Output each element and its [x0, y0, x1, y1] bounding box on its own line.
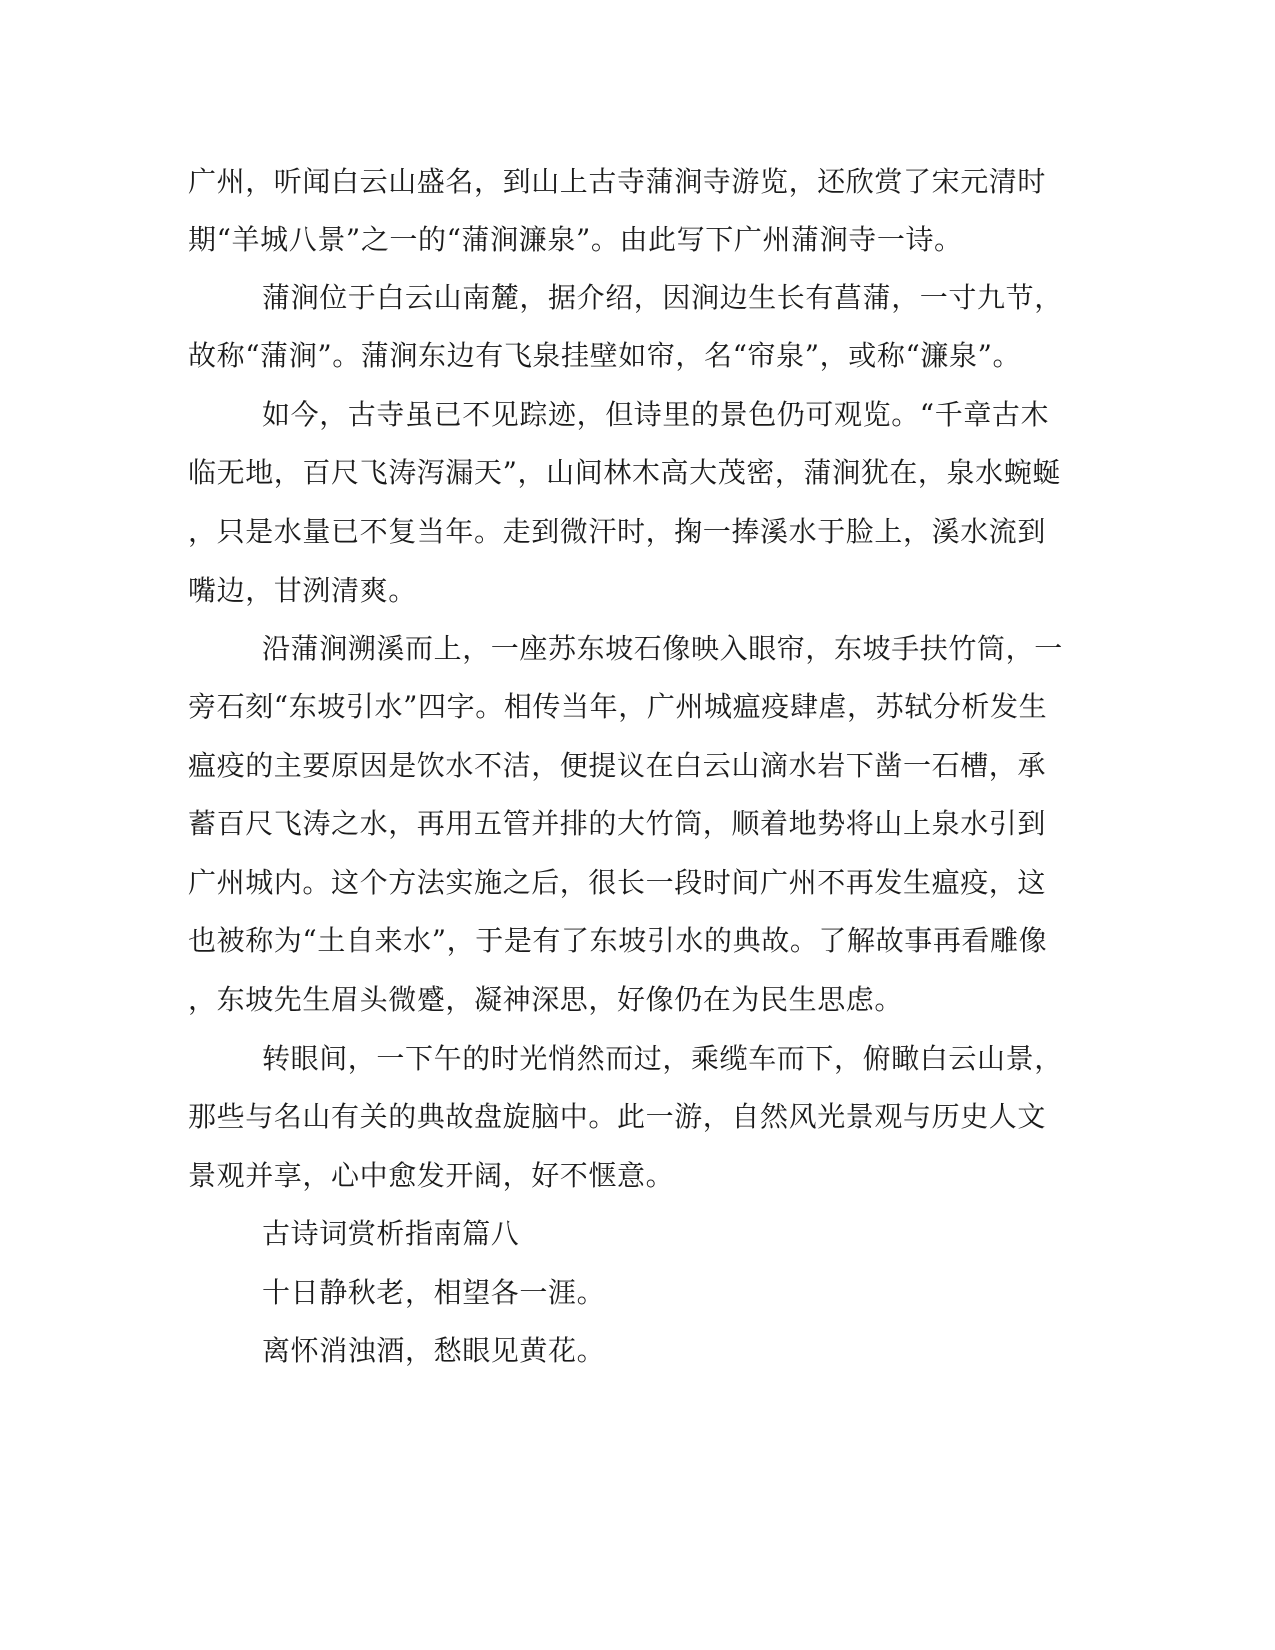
text-line: 嘴边，甘洌清爽。: [188, 574, 417, 607]
text-line: ，只是水量已不复当年。走到微汗时，掬一捧溪水于脸上，溪水流到: [188, 515, 1047, 548]
text-line: 临无地，百尺飞涛泻漏天”，山间林木高大茂密，蒲涧犹在，泉水蜿蜒: [188, 456, 1061, 489]
paragraph-first-line: 转眼间，一下午的时光悄然而过，乘缆车而下，俯瞰白云山景，: [262, 1042, 1063, 1075]
text-line: 旁石刻“东坡引水”四字。相传当年，广州城瘟疫肆虐，苏轼分析发生: [188, 690, 1048, 723]
section-heading: 古诗词赏析指南篇八: [262, 1217, 520, 1250]
text-line: ，东坡先生眉头微蹙，凝神深思，好像仍在为民生思虑。: [188, 983, 904, 1016]
text-line: 瘟疫的主要原因是饮水不洁，便提议在白云山滴水岩下凿一石槽，承: [188, 749, 1047, 782]
text-line: 广州城内。这个方法实施之后，很长一段时间广州不再发生瘟疫，这: [188, 866, 1047, 899]
text-line: 也被称为“土自来水”，于是有了东坡引水的典故。了解故事再看雕像: [188, 924, 1048, 957]
text-line: 期“羊城八景”之一的“蒲涧濂泉”。由此写下广州蒲涧寺一诗。: [188, 223, 963, 256]
text-line: 广州，听闻白云山盛名，到山上古寺蒲涧寺游览，还欣赏了宋元清时: [188, 165, 1047, 198]
paragraph-first-line: 如今，古寺虽已不见踪迹，但诗里的景色仍可观览。“千章古木: [262, 398, 1050, 431]
text-line: 蓄百尺飞涛之水，再用五管并排的大竹筒，顺着地势将山上泉水引到: [188, 807, 1047, 840]
paragraph-first-line: 蒲涧位于白云山南麓，据介绍，因涧边生长有菖蒲，一寸九节，: [262, 281, 1063, 314]
poem-line: 离怀消浊酒，愁眼见黄花。: [262, 1334, 606, 1367]
paragraph-first-line: 沿蒲涧溯溪而上，一座苏东坡石像映入眼帘，东坡手扶竹筒，一: [262, 632, 1063, 665]
poem-line: 十日静秋老，相望各一涯。: [262, 1276, 606, 1309]
text-line: 故称“蒲涧”。蒲涧东边有飞泉挂壁如帘，名“帘泉”，或称“濂泉”。: [188, 339, 1022, 372]
text-line: 景观并享，心中愈发开阔，好不惬意。: [188, 1159, 675, 1192]
text-line: 那些与名山有关的典故盘旋脑中。此一游，自然风光景观与历史人文: [188, 1100, 1047, 1133]
